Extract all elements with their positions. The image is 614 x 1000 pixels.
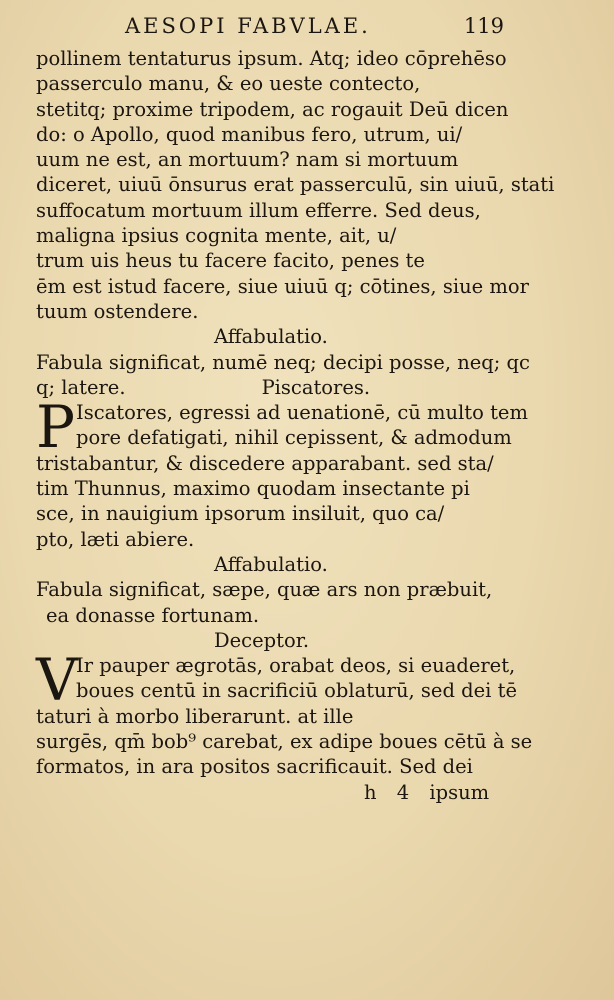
text-line: pollinem tentaturus ipsum. Atq; ideo cōprehēso — [36, 47, 507, 70]
catchword: ipsum — [429, 780, 490, 804]
fable-paragraph — [36, 646, 517, 715]
text-line: diceret, uiuū ōnsurus erat passerculū, sin uiuū, stati — [36, 173, 555, 197]
section-heading: Affabulatio. — [214, 325, 328, 349]
text-line: tim Thunnus, maximo quodam insectante pi — [36, 477, 470, 501]
drop-cap: P — [36, 393, 76, 462]
text-line: Fabula significat, sæpe, quæ ars non præbuit, — [36, 578, 493, 602]
fable-title: Piscatores. — [261, 375, 371, 399]
text-line: ea donasse fortunam. — [46, 603, 260, 627]
text-line: do: o Apollo, quod manibus fero, utrum, ui/ — [36, 122, 463, 146]
text-line: suffocatum mortuum illum efferre. Sed deus, — [36, 198, 481, 222]
text-line: Ir pauper ægrotās, orabat deos, si euaderet, — [76, 654, 516, 678]
fable-title: Deceptor. — [214, 628, 310, 652]
text-line: formatos, in ara positos sacrificauit. Sed dei — [36, 755, 473, 779]
text-line: tuum ostendere. — [36, 299, 199, 323]
drop-cap: V — [36, 646, 78, 715]
text-line: pore defatigati, nihil cepissent, & admodum — [76, 426, 512, 450]
text-line: tristabantur, & discedere apparabant. sed sta/ — [36, 451, 494, 475]
section-heading: Affabulatio. — [214, 552, 328, 576]
text-line: Iscatores, egressi ad uenationē, cū multo tem — [76, 401, 528, 425]
text-line: surgēs, qm̄ bob⁹ carebat, ex adipe boues cētū à se — [36, 730, 533, 754]
text-line: trum uis heus tu facere facito, penes te — [36, 249, 425, 273]
text-line: taturi à morbo liberarunt. at ille — [36, 704, 354, 728]
text-fragment: q; latere. — [36, 375, 126, 399]
signature-mark: h 4 — [364, 780, 410, 804]
fable-paragraph — [36, 393, 528, 462]
text-line: sce, in nauigium ipsorum insiluit, quo ca/ — [36, 502, 445, 526]
main-text — [36, 46, 555, 805]
text-line: uum ne est, an mortuum? nam si mortuum — [36, 148, 459, 172]
page-number: 119 — [463, 14, 504, 38]
text-line: passerculo manu, & eo ueste contecto, — [36, 72, 421, 96]
text-line: maligna ipsius cognita mente, ait, u/ — [36, 224, 397, 248]
text-line-with-heading — [36, 375, 514, 400]
signature-catchword-line — [36, 780, 514, 805]
running-title: AESOPI FABVLAE. — [125, 14, 371, 38]
text-line: pto, læti abiere. — [36, 527, 195, 551]
page-header — [125, 14, 504, 40]
text-line: boues centū in sacrificiū oblaturū, sed dei tē — [76, 679, 517, 703]
text-line: ēm est istud facere, siue uiuū q; cōtines, siue mor — [36, 274, 529, 298]
text-line: Fabula significat, numē neq; decipi posse, neq; qc — [36, 350, 530, 374]
text-line: stetitq; proxime tripodem, ac rogauit Deū dicen — [36, 97, 509, 121]
